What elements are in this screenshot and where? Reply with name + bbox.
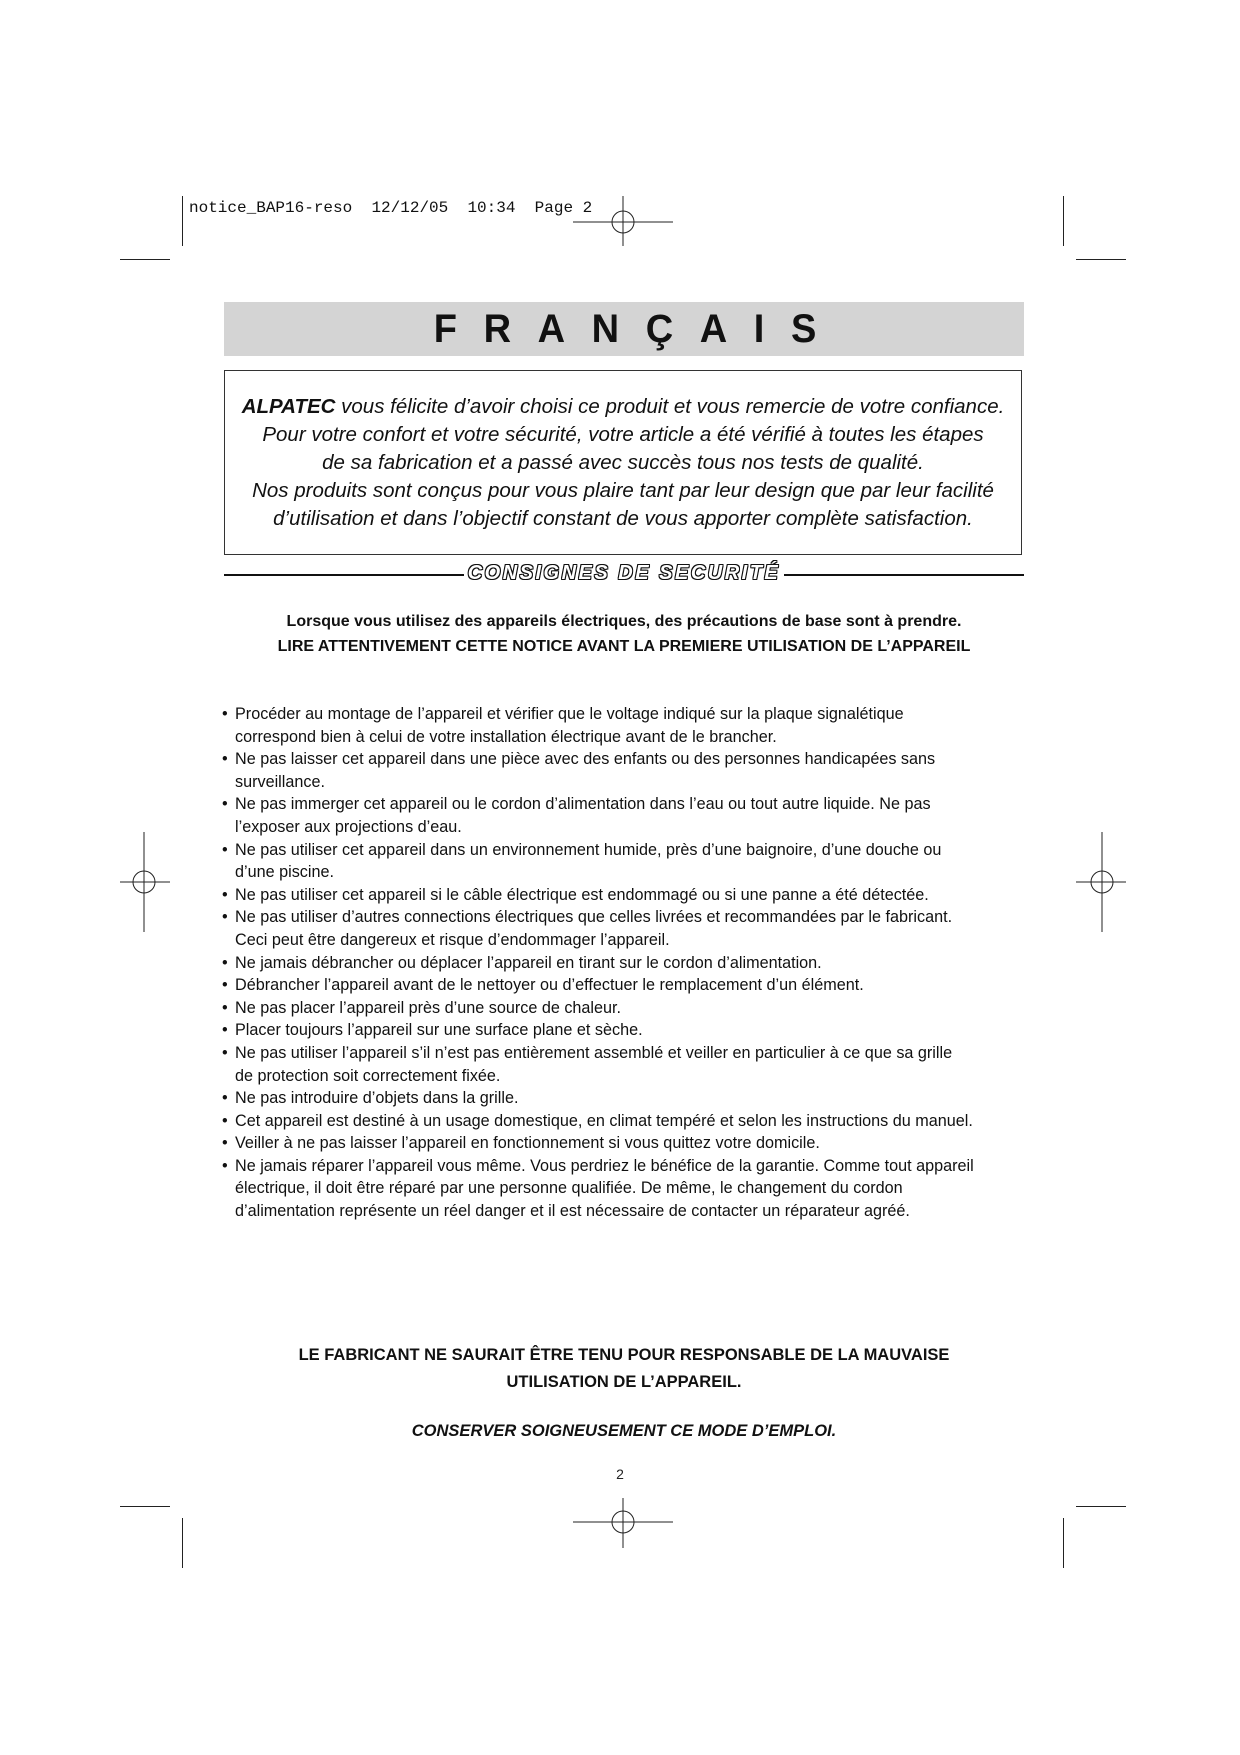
crop-mark xyxy=(120,259,170,260)
list-item xyxy=(222,884,1028,907)
list-item xyxy=(222,1110,1028,1133)
list-item xyxy=(222,703,1028,748)
list-item-line: électrique, il doit être réparé par une personne qualifiée. De même, le changement du cordon xyxy=(235,1179,903,1198)
footer-disclaimer xyxy=(224,1342,1024,1396)
crop-mark xyxy=(182,196,183,246)
bullet-dot: • xyxy=(222,998,228,1017)
bullet-dot: • xyxy=(222,795,228,814)
list-item-line: Ne pas placer l’appareil près d’une source de chaleur. xyxy=(235,998,622,1017)
intro-line-1: vous félicite d’avoir choisi ce produit et vous remercie de votre confiance. xyxy=(335,394,1005,418)
list-item-line: Débrancher l’appareil avant de le nettoyer ou d’effectuer le remplacement d’un élément. xyxy=(235,976,864,995)
bullet-dot: • xyxy=(222,1111,228,1130)
intro-line-5: d’utilisation et dans l’objectif constant de vous apporter complète satisfaction. xyxy=(273,506,973,530)
list-item-line: Procéder au montage de l’appareil et vérifier que le voltage indiqué sur la plaque signalétique xyxy=(235,705,904,723)
safety-list xyxy=(222,703,1028,1223)
list-item xyxy=(222,748,1028,793)
list-item-line: correspond bien à celui de votre installation électrique avant de le brancher. xyxy=(235,727,777,746)
list-item xyxy=(222,1042,1028,1087)
registration-mark-icon xyxy=(573,1490,673,1560)
list-item xyxy=(222,793,1028,838)
crop-mark xyxy=(1076,1506,1126,1507)
list-item xyxy=(222,1155,1028,1223)
crop-mark xyxy=(182,1518,183,1568)
warning-line-1: Lorsque vous utilisez des appareils électriques, des précautions de base sont à prendre. xyxy=(286,613,962,630)
bullet-dot: • xyxy=(222,1021,228,1040)
list-item-line: Ne pas laisser cet appareil dans une pièce avec des enfants ou des personnes handicapées sans xyxy=(235,750,936,769)
slug-time: 10:34 xyxy=(467,199,516,217)
list-item-line: Ne jamais réparer l’appareil vous même. Vous perdriez le bénéfice de la garantie. Comme tout appareil xyxy=(235,1156,974,1175)
bullet-dot: • xyxy=(222,750,228,769)
list-item xyxy=(222,839,1028,884)
bullet-dot: • xyxy=(222,953,228,972)
bullet-dot: • xyxy=(222,1043,228,1062)
list-item-line: l’exposer aux projections d’eau. xyxy=(235,817,462,836)
list-item xyxy=(222,1019,1028,1042)
list-item xyxy=(222,906,1028,951)
crop-mark xyxy=(1063,1518,1064,1568)
footer-line-1: LE FABRICANT NE SAURAIT ÊTRE TENU POUR RESPONSABLE DE LA MAUVAISE xyxy=(298,1346,950,1364)
list-item xyxy=(222,1087,1028,1110)
brand-name: ALPATEC xyxy=(241,394,336,418)
footer-line-2: UTILISATION DE L’APPAREIL. xyxy=(506,1373,742,1391)
list-item-line: Placer toujours l’appareil sur une surface plane et sèche. xyxy=(235,1021,643,1040)
list-item xyxy=(222,952,1028,975)
registration-mark-icon xyxy=(1076,832,1126,932)
page-title: FRANÇAIS xyxy=(433,306,843,351)
bullet-dot: • xyxy=(222,1156,228,1175)
list-item-line: Ne pas utiliser d’autres connections électriques que celles livrées et recommandées par le fabricant. xyxy=(235,908,953,927)
intro-line-3: de sa fabrication et a passé avec succès tous nos tests de qualité. xyxy=(322,450,924,474)
slug-file: notice_BAP16-reso xyxy=(189,199,353,217)
section-title: CONSIGNES DE SECURITÉ xyxy=(467,562,781,584)
list-item-line: Ne pas immerger cet appareil ou le cordon d’alimentation dans l’eau ou tout autre liquide. Ne pas xyxy=(235,795,931,814)
language-title-bar xyxy=(224,302,1024,356)
list-item-line: d’alimentation représente un réel danger et il est nécessaire de contacter un réparateur agréé. xyxy=(235,1202,910,1221)
slug-page: Page 2 xyxy=(534,199,593,217)
list-item-line: surveillance. xyxy=(235,772,325,791)
list-item-line: de protection soit correctement fixée. xyxy=(235,1066,501,1085)
list-item-line: Cet appareil est destiné à un usage domestique, en climat tempéré et selon les instructions du manuel. xyxy=(235,1111,973,1130)
warning-line-2: LIRE ATTENTIVEMENT CETTE NOTICE AVANT LA PREMIERE UTILISATION DE L’APPAREIL xyxy=(277,638,971,655)
crop-mark xyxy=(1076,259,1126,260)
list-item xyxy=(222,997,1028,1020)
bullet-dot: • xyxy=(222,885,228,904)
list-item-line: Ne pas utiliser l’appareil s’il n’est pas entièrement assemblé et veiller en particulier à ce que sa grille xyxy=(235,1043,953,1062)
bullet-dot: • xyxy=(222,1134,228,1153)
intro-line-4: Nos produits sont conçus pour vous plaire tant par leur design que par leur facilité xyxy=(252,478,994,502)
intro-line xyxy=(242,393,1005,421)
intro-box xyxy=(224,370,1022,555)
list-item-line: Ceci peut être dangereux et risque d’endommager l’appareil. xyxy=(235,930,670,949)
footer-keep-notice: CONSERVER SOIGNEUSEMENT CE MODE D’EMPLOI. xyxy=(411,1422,837,1440)
list-item xyxy=(222,974,1028,997)
crop-mark xyxy=(1063,196,1064,246)
list-item-line: Ne jamais débrancher ou déplacer l’appareil en tirant sur le cordon d’alimentation. xyxy=(235,953,822,972)
section-rule xyxy=(224,574,464,576)
registration-mark-icon xyxy=(120,832,170,932)
crop-mark xyxy=(120,1506,170,1507)
bullet-dot: • xyxy=(222,1089,228,1108)
list-item-line: Veiller à ne pas laisser l’appareil en fonctionnement si vous quittez votre domicile. xyxy=(235,1134,820,1153)
print-slug xyxy=(189,199,592,217)
list-item-line: d’une piscine. xyxy=(235,863,334,882)
slug-date: 12/12/05 xyxy=(371,199,449,217)
list-item-line: Ne pas utiliser cet appareil dans un environnement humide, près d’une baignoire, d’une douche ou xyxy=(235,840,942,859)
bullet-dot: • xyxy=(222,840,228,859)
list-item xyxy=(222,1132,1028,1155)
bullet-dot: • xyxy=(222,908,228,927)
bullet-dot: • xyxy=(222,705,228,723)
page-number: 2 xyxy=(616,1466,624,1482)
list-item-line: Ne pas utiliser cet appareil si le câble électrique est endommagé ou si une panne a été détectée. xyxy=(235,885,929,904)
section-rule xyxy=(784,574,1024,576)
intro-line-2: Pour votre confort et votre sécurité, votre article a été vérifié à toutes les étapes xyxy=(262,422,984,446)
list-item-line: Ne pas introduire d’objets dans la grille. xyxy=(235,1089,519,1108)
bullet-dot: • xyxy=(222,976,228,995)
